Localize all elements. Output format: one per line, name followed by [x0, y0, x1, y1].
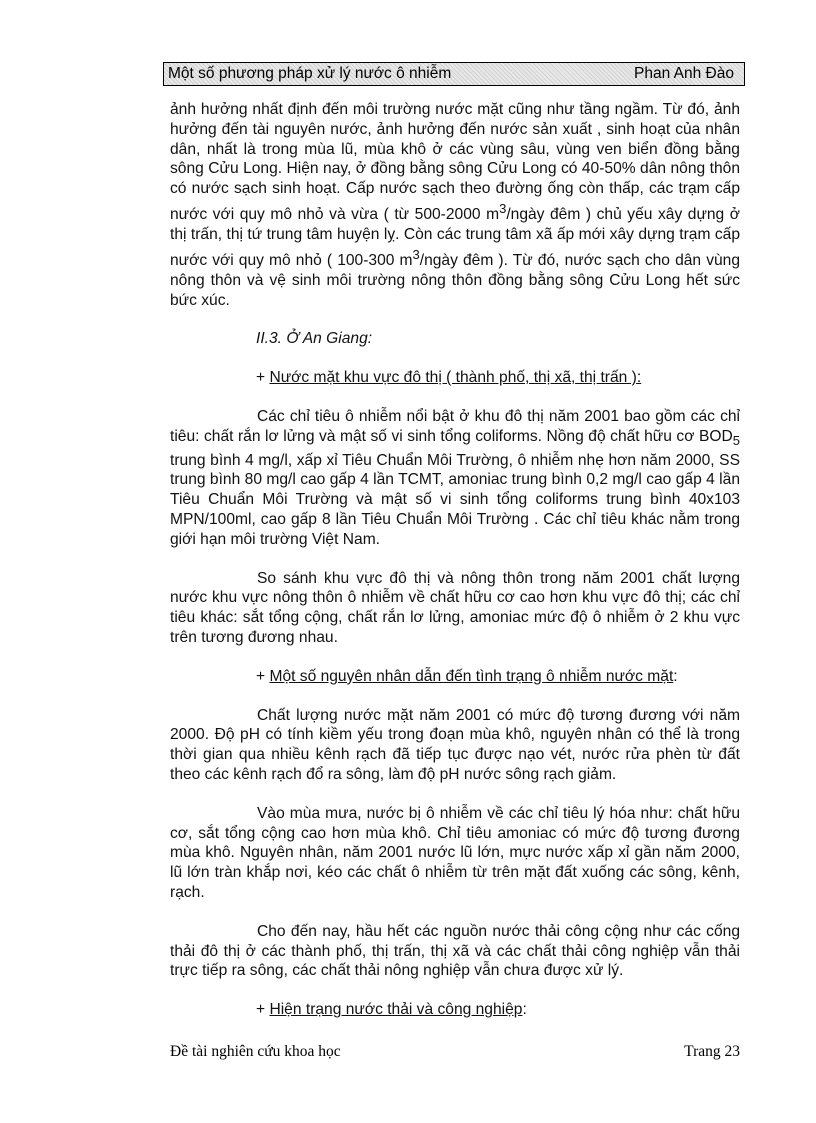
subscript-5: 5: [732, 432, 740, 448]
paragraph-dry-season: Chất lượng nước mặt năm 2001 có mức độ tương đương với năm 2000. Độ pH có tính kiềm yếu trong đoạn mùa khô, nguyên nhân có thể là trong thời gian qua nhiều kênh rạch đã tiếp tục được nạo vét, nước rửa phèn từ đất theo các kênh rạch đổ ra sông, làm độ pH nước sông rạch giảm.: [170, 706, 740, 783]
subheading-urban-surface-water: + Nước mặt khu vực đô thị ( thành phố, thị xã, thị trấn ):: [256, 369, 642, 387]
paragraph-wastewater-discharge: Cho đến nay, hầu hết các nguồn nước thải công cộng như các cống thải đô thị ở các thành phố, thị trấn, thị xã và các chất thải công nghiệp vẫn thải trực tiếp ra sông, các chất thải nông nghiệp vẫn chưa được xử lý.: [170, 922, 740, 980]
body-text: [170, 100, 740, 1020]
header-author: Phan Anh Đào: [634, 65, 734, 82]
superscript-3: 3: [499, 200, 507, 216]
section-heading: II.3. Ở An Giang:: [256, 330, 373, 348]
page-number: Trang 23: [684, 1043, 740, 1060]
running-header: [163, 62, 745, 86]
superscript-3: 3: [412, 246, 420, 262]
paragraph-urban-indicators: Các chỉ tiêu ô nhiễm nổi bật ở khu đô thị năm 2001 bao gồm các chỉ tiêu: chất rắn lơ lửng và mật số vi sinh tổng coliforms. Nồng độ chất hữu cơ $BOD_5$ trung bình 4 mg/l, xấp xỉ Tiêu Chuẩn Môi Trường, ô nhiễm nhẹ hơn năm 2000, SS trung bình 80 mg/l cao gấp 4 lần TCMT, amoniac trung bình 0,2 mg/l cao gấp 4 lần Tiêu Chuẩn Môi Trường và mật số vi sinh tổng coliforms trung bình 40x103 MPN/100ml, cao gấp 8 lần Tiêu Chuẩn Môi Trường . Các chỉ tiêu khác nằm trong giới hạn môi trường Việt Nam.: [170, 407, 740, 548]
paragraph-water-supply: ảnh hưởng nhất định đến môi trường nước mặt cũng như tầng ngầm. Từ đó, ảnh hưởng đến tài nguyên nước, ảnh hưởng đến nước sản xuất , sinh hoạt của nhân dân, nhất là trong mùa lũ, mùa khô ở các vùng sâu, vùng ven biển đồng bằng sông Cửu Long. Hiện nay, ở đồng bằng sông Cửu Long có 40-50% dân nông thôn có nước sạch sinh hoạt. Cấp nước sạch theo đường ống còn thấp, các trạm cấp nước với quy mô nhỏ và vừa ( từ 500-2000 $m^3$/ngày đêm ) chủ yếu xây dựng ở thị trấn, thị tứ trung tâm huyện lỵ. Còn các trung tâm xã ấp mới xây dựng trạm cấp nước với quy mô nhỏ ( 100-300 $m^3$/ngày đêm ). Từ đó, nước sạch cho dân vùng nông thôn và vệ sinh môi trường nông thôn đồng bằng sông Cửu Long hết sức bức xúc.: [170, 101, 741, 309]
header-title: Một số phương pháp xử lý nước ô nhiễm: [168, 65, 452, 82]
paragraph-urban-rural-comparison: So sánh khu vực đô thị và nông thôn trong năm 2001 chất lượng nước khu vực nông thôn ô nhiễm về chất hữu cơ cao hơn khu vực đô thị; các chỉ tiêu khác: sắt tổng cộng, chất rắn lơ lửng, amoniac mức độ ô nhiễm ở 2 khu vực trên tương đương nhau.: [170, 569, 740, 647]
subheading-pollution-causes: + Một số nguyên nhân dẫn đến tình trạng ô nhiễm nước mặt:: [256, 667, 678, 685]
subheading-industrial-wastewater: + Hiện trạng nước thải và công nghiệp:: [256, 1001, 527, 1019]
page-footer: [170, 1043, 740, 1061]
paragraph-rainy-season: Vào mùa mưa, nước bị ô nhiễm về các chỉ tiêu lý hóa như: chất hữu cơ, sắt tổng cộng cao hơn mùa khô. Chỉ tiêu amoniac có mức độ tương đương mùa khô. Nguyên nhân, năm 2001 nước lũ lớn, mực nước xấp xỉ gần năm 2000, lũ lớn tràn khắp nơi, kéo các chất ô nhiễm từ trên mặt đất xuống các sông, kênh, rạch.: [170, 804, 740, 901]
footer-left: Đề tài nghiên cứu khoa học: [170, 1043, 341, 1060]
